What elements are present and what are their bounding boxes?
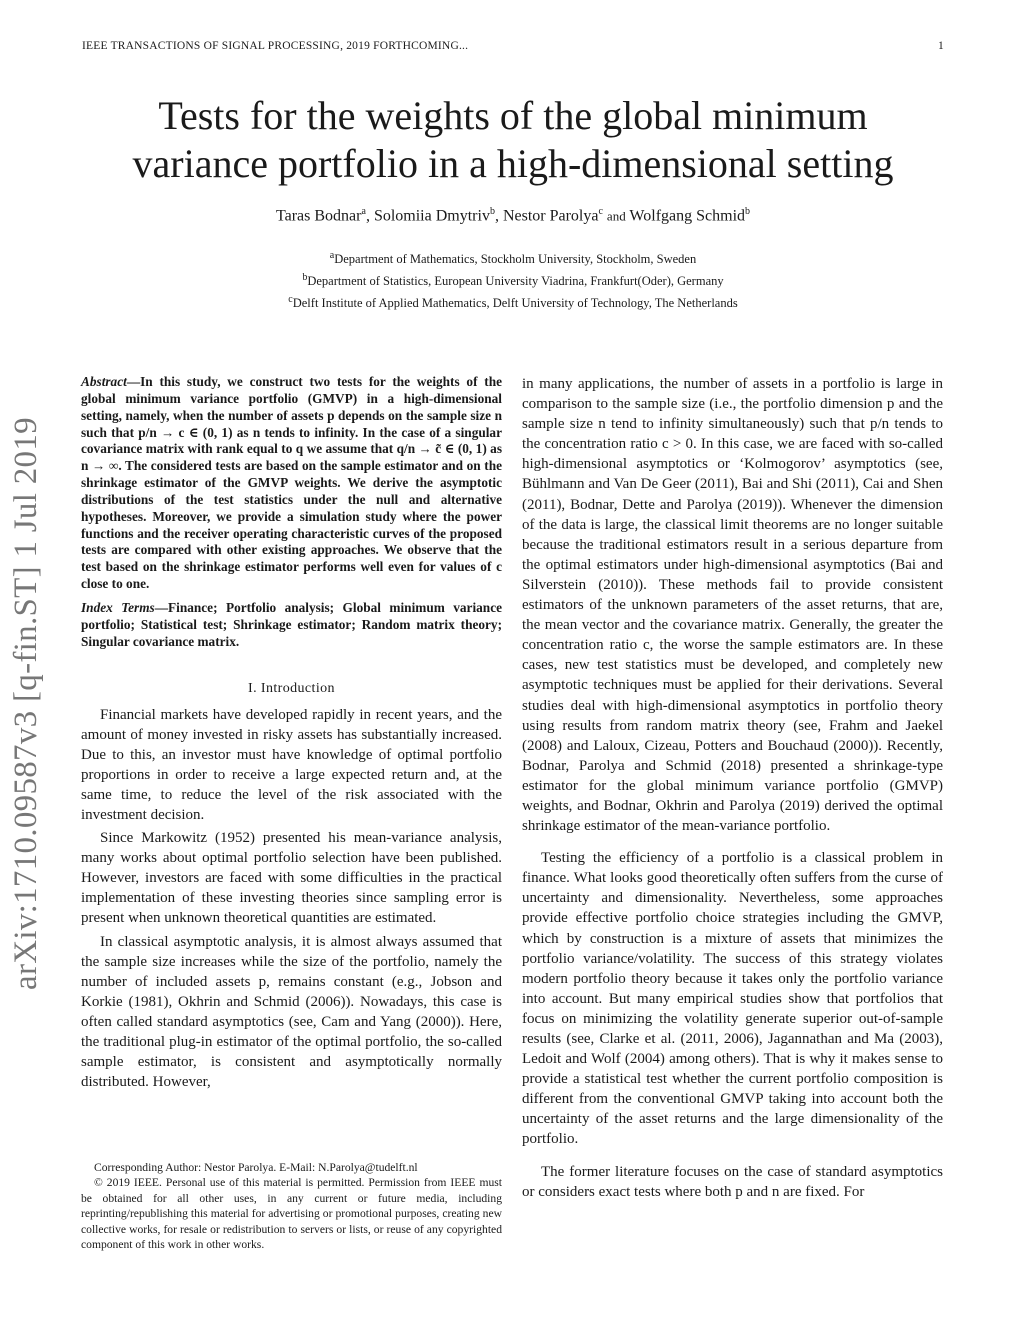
author-mark: b — [489, 206, 495, 217]
abstract-text: —In this study, we construct two tests for the weights of the global minimum variance portfolio (GMVP) in a high-dimensional setting, namely, when the number of assets p depends on the sample size n such that p/n → c ∈ (0, 1) as n tends to infinity. In the case of a singular covariance matrix with rank equal to q we assume that q/n → c̃ ∈ (0, 1) as n → ∞. The considered tests are based on the sample estimator and on the shrinkage estimator of the GMVP weights. We derive the asymptotic distributions of the test statistics under the null and alternative hypotheses. Moreover, we provide a simulation study where the power functions and the receiver operating characteristic curves of the proposed tests are compared with other existing approaches. We observe that the test based on the shrinkage estimator performs well even for values of c close to one. — [81, 374, 502, 592]
author: Solomiia Dmytriv — [373, 207, 490, 225]
running-header — [82, 40, 944, 52]
author-mark: a — [361, 206, 366, 217]
paragraph: Since Markowitz (1952) presented his mean-variance analysis, many works about optimal portfolio selection have been published. However, investors are faced with some difficulties in the practical implementation of these investing theories since sampling error is present when unknown theoretical quantities are estimated. — [81, 830, 502, 927]
affiliation — [82, 272, 944, 289]
title-line-1: Tests for the weights of the global minimum — [158, 93, 868, 138]
abstract-label: Abstract — [81, 374, 127, 389]
author: Nestor Parolya — [502, 207, 599, 225]
abstract — [81, 374, 502, 593]
footnote — [81, 1160, 502, 1252]
section-number: I. — [248, 680, 258, 696]
section-heading — [81, 681, 502, 697]
section-title: Introduction — [260, 680, 335, 696]
arxiv-stamp: arXiv:1710.09587v3 [q-fin.ST] 1 Jul 2019 — [8, 417, 44, 990]
title-line-2: variance portfolio in a high-dimensional setting — [132, 141, 894, 186]
affiliation-mark: c — [288, 294, 293, 305]
affiliation-mark: b — [302, 272, 308, 283]
affiliation-text: Department of Mathematics, Stockholm University, Stockholm, Sweden — [334, 252, 697, 267]
index-terms-label: Index Terms — [81, 599, 155, 615]
paragraph: Financial markets have developed rapidly in recent years, and the amount of money invested in risky assets has substantially increased. Due to this, an investor must have knowledge of optimal portfolio proportions in order to receive a large expected return and, at the same time, to reduce the level of the risk associated with the investment decision. — [81, 706, 502, 823]
author-and: and — [606, 208, 626, 224]
index-terms — [81, 600, 502, 651]
author-list: Taras Bodnar$^a$, Solomiia Dmytriv$^b$, Nestor Parolya$^c$ and Wolfgang Schmid$^b$ — [275, 206, 751, 225]
page-number: 1 — [938, 40, 944, 52]
affiliation — [82, 250, 944, 267]
author-mark: c — [598, 206, 603, 217]
footnote-corresponding: Corresponding Author: Nestor Parolya. E-Mail: N.Parolya@tudelft.nl — [94, 1161, 418, 1174]
author-mark: b — [745, 206, 751, 217]
affiliation-text: Delft Institute of Applied Mathematics, Delft University of Technology, The Netherlands — [292, 296, 738, 311]
paragraph: Testing the efficiency of a portfolio is a classical problem in finance. What looks good theoretically often suffers from the curse of uncertainty and dimensionality. Nevertheless, some approaches provide effective portfolio choice strategies including the GMVP, which by construction is a mixture of assets that minimizes the portfolio variance/volatility. The success of this strategy violates modern portfolio theory because it takes only the portfolio variance into account. But many empirical studies show that portfolios that focus on minimizing the volatility generate superior out-of-sample results (see, Clarke et al. (2011, 2006), Jagannathan and Ma (2003), Ledoit and Wolf (2004) among others). That is why it makes sense to provide a statistical test whether the current portfolio composition is different from the conventional GMVP taking into account both the uncertainty of the asset returns and the large dimensionality of the portfolio. — [522, 850, 943, 1148]
paragraph: in many applications, the number of assets in a portfolio is large in comparison to the sample size (i.e., the portfolio dimension p and the sample size n tend to infinity simultaneously) such that p/n tends to the concentration ratio c > 0. In this case, we are faced with so-called high-dimensional asymptotics or ‘Kolmogorov’ asymptotics (see, Bühlmann and Van De Geer (2011), Bai and Shi (2011), Cai and Shen (2011), Bodnar, Dette and Parolya (2019)). Whenever the dimension of the data is large, the classical limit theorems are no longer suitable because the traditional estimators result in a serious departure from the optimal estimators under high-dimensional asymptotics (Bai and Silverstein (2010)). These methods fail to provide consistent estimators of the unknown parameters of the asset returns, that are, the mean vector and the covariance matrix. Generally, the greater the concentration ratio c, the worse the sample estimators are. In these cases, new test statistics must be developed, and completely new asymptotic techniques must be applied for their derivations. Several studies deal with high-dimensional asymptotics in portfolio theory using results from random matrix theory (see, Frahm and Jaekel (2008) and Laloux, Cizeau, Potters and Bouchaud (2000)). Recently, Bodnar, Parolya and Schmid (2018) presented a shrinkage-type estimator for the global minimum variance portfolio (GMVP) weights, and Bodnar, Okhrin and Parolya (2019) derived the optimal shrinkage estimator of the mean-variance portfolio. — [522, 376, 943, 835]
author: Wolfgang Schmid — [629, 207, 746, 225]
footnote-copyright: © 2019 IEEE. Personal use of this material is permitted. Permission from IEEE must be obtained for all other uses, in any current or future media, including reprinting/republishing this material for advertising or promotional purposes, creating new collective works, for resale or redistribution to servers or lists, or reuse of any copyrighted component of this work in other works. — [81, 1176, 502, 1252]
running-title: IEEE TRANSACTIONS OF SIGNAL PROCESSING, 2019 FORTHCOMING... — [82, 40, 469, 52]
paragraph: In classical asymptotic analysis, it is almost always assumed that the sample size increases while the size of the portfolio, namely the number of included assets p, remains constant (e.g., Jobson and Korkie (1981), Okhrin and Schmid (2006)). Nowadays, this case is often called standard asymptotics (see, Cam and Yang (2000)). Here, the traditional plug-in estimator of the optimal portfolio, the so-called sample estimator, is consistent and asymptotically normally distributed. However, — [81, 933, 502, 1091]
paper-title — [82, 92, 944, 188]
affiliation-text: Department of Statistics, European University Viadrina, Frankfurt(Oder), Germany — [307, 274, 724, 289]
index-terms-text: —Finance; Portfolio analysis; Global minimum variance portfolio; Statistical test; Shrinkage estimator; Random matrix theory; Singular covariance matrix. — [81, 599, 503, 649]
paragraph: The former literature focuses on the case of standard asymptotics or considers exact tests where both p and n are fixed. For — [522, 1163, 943, 1200]
left-column — [81, 374, 502, 1092]
affiliation-mark: a — [329, 250, 335, 261]
affiliation — [82, 294, 944, 311]
right-column — [522, 374, 943, 1202]
author: Taras Bodnar — [275, 207, 362, 225]
